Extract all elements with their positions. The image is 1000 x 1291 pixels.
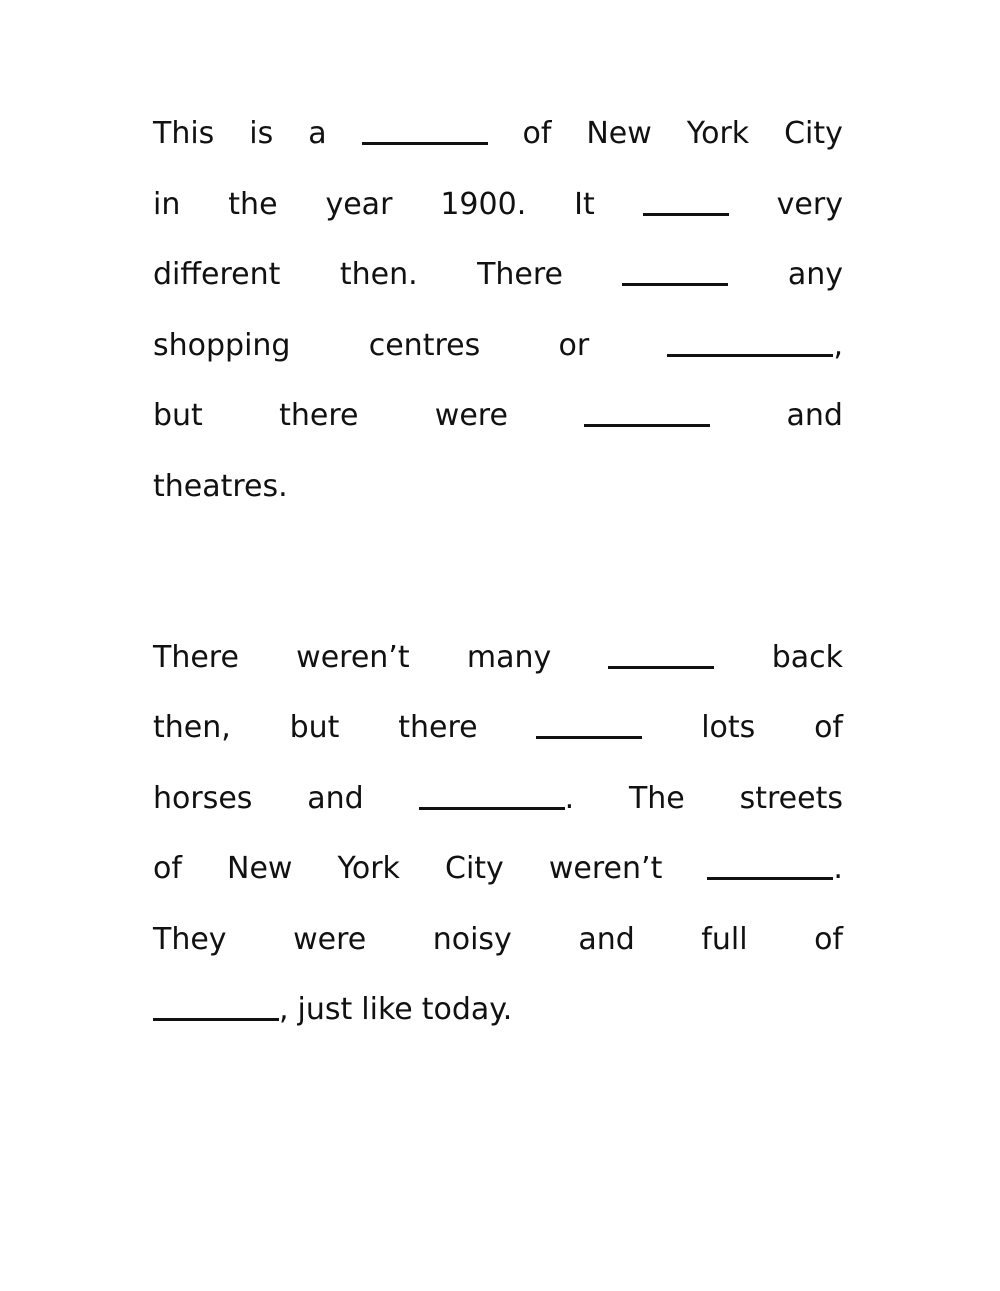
word: and — [578, 922, 635, 957]
punctuation: . — [833, 851, 843, 886]
fill-in-blank[interactable] — [536, 736, 642, 739]
fill-in-blank[interactable] — [153, 1018, 279, 1021]
word: There — [153, 640, 239, 675]
word: then, — [153, 710, 231, 745]
word: in — [153, 187, 181, 222]
word: New — [586, 116, 652, 151]
word: They — [153, 922, 227, 957]
paragraph-1-line-1 — [153, 114, 843, 154]
word: were — [293, 922, 367, 957]
word: There — [477, 257, 563, 292]
word: any — [787, 257, 843, 292]
word: and — [307, 781, 364, 816]
word: then. — [339, 257, 418, 292]
word: were — [434, 398, 508, 433]
word: is — [249, 116, 274, 151]
word: of — [814, 710, 843, 745]
word: shopping — [153, 328, 291, 363]
word: streets — [739, 781, 843, 816]
word: there — [279, 398, 359, 433]
word: or — [558, 328, 590, 363]
punctuation: , — [833, 328, 843, 363]
paragraph-2-line-1 — [153, 638, 843, 678]
word: lots — [701, 710, 756, 745]
word: York — [686, 116, 750, 151]
word: noisy — [432, 922, 512, 957]
fill-in-blank[interactable] — [608, 666, 714, 669]
word: back — [771, 640, 843, 675]
paragraph-2-line-5 — [153, 920, 843, 960]
fill-in-blank-group — [707, 849, 843, 889]
word: weren’t — [548, 851, 663, 886]
word: today. — [421, 992, 513, 1027]
word: a — [308, 116, 327, 151]
word: horses — [153, 781, 253, 816]
word: year — [325, 187, 393, 222]
word: 1900. — [440, 187, 527, 222]
word: full — [701, 922, 748, 957]
punctuation: . — [564, 781, 575, 816]
fill-in-blank[interactable] — [707, 877, 833, 880]
word: of — [153, 851, 182, 886]
word: just — [297, 992, 353, 1027]
paragraph-1-line-6 — [153, 467, 843, 507]
word: City — [784, 116, 843, 151]
fill-in-blank[interactable] — [643, 213, 729, 216]
paragraph-1-line-2 — [153, 185, 843, 225]
word: but — [153, 398, 203, 433]
paragraph-2-line-6 — [153, 990, 843, 1030]
word: different — [153, 257, 281, 292]
word: very — [776, 187, 843, 222]
word: many — [466, 640, 552, 675]
word: weren’t — [296, 640, 410, 675]
word: The — [628, 781, 685, 816]
word: theatres. — [153, 469, 288, 504]
paragraph-2-line-3 — [153, 779, 843, 819]
word: there — [398, 710, 478, 745]
word: York — [337, 851, 400, 886]
paragraph-2-line-2 — [153, 708, 843, 748]
fill-in-blank-group — [153, 990, 289, 1030]
word: of — [814, 922, 843, 957]
fill-in-blank[interactable] — [584, 424, 710, 427]
fill-in-blank-group — [667, 326, 843, 366]
word: of — [522, 116, 552, 151]
word: the — [228, 187, 278, 222]
fill-in-blank[interactable] — [419, 807, 565, 810]
word: City — [445, 851, 504, 886]
word: It — [574, 187, 595, 222]
fill-in-blank[interactable] — [362, 142, 488, 145]
word: like — [361, 992, 413, 1027]
punctuation: , — [279, 992, 289, 1027]
word: This — [153, 116, 215, 151]
paragraph-1-line-5 — [153, 396, 843, 436]
fill-in-blank[interactable] — [667, 354, 833, 357]
word: and — [786, 398, 843, 433]
fill-in-blank-group — [419, 779, 575, 819]
word: New — [227, 851, 293, 886]
paragraph-1-line-4 — [153, 326, 843, 366]
paragraph-2-line-4 — [153, 849, 843, 889]
word: but — [289, 710, 340, 745]
word: centres — [368, 328, 481, 363]
paragraph-1-line-3 — [153, 255, 843, 295]
fill-in-blank[interactable] — [622, 283, 728, 286]
